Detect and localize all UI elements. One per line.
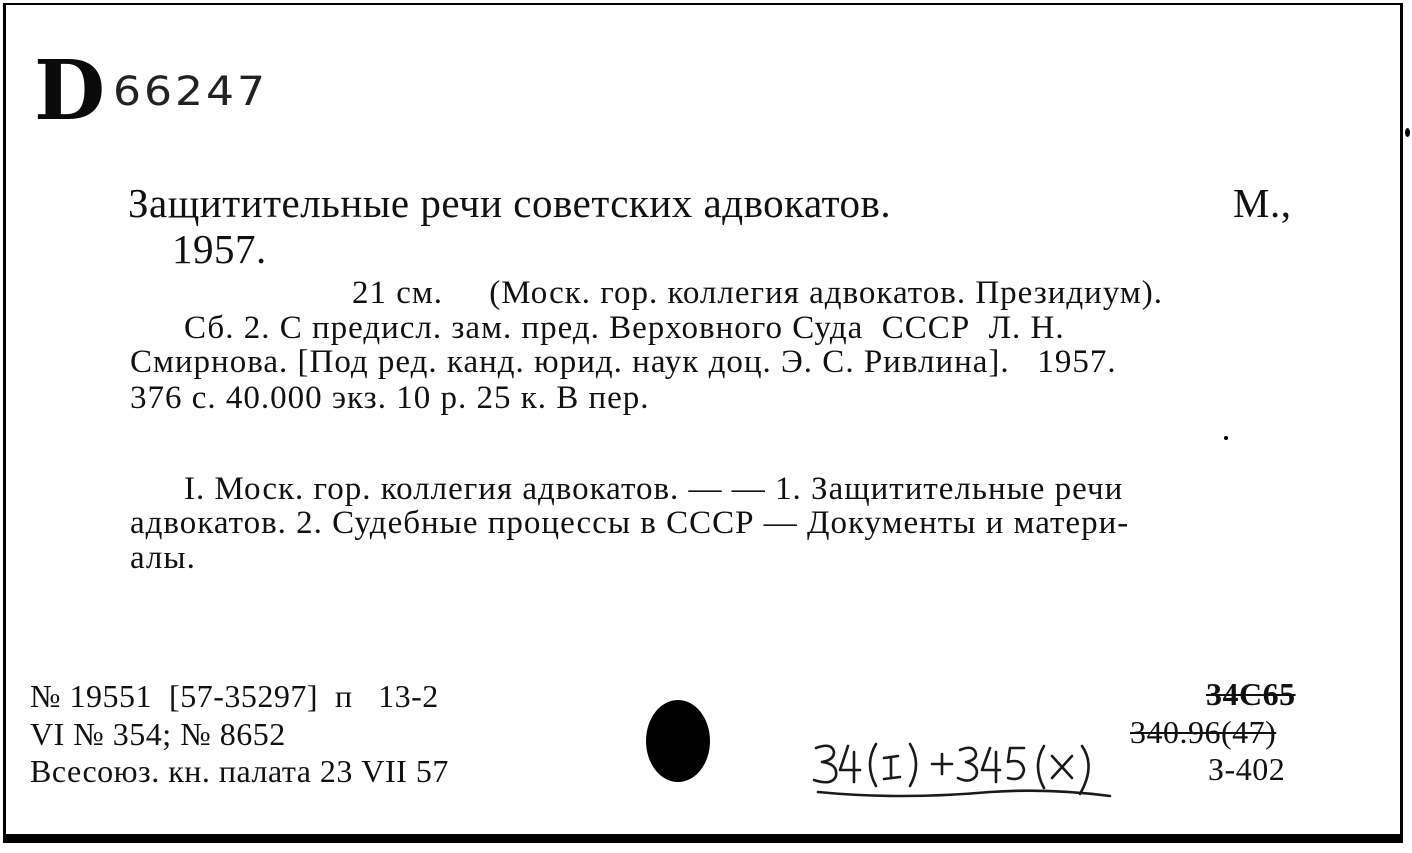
subject-heading-line: адвокатов. 2. Судебные процессы в СССР — Документы и матери-: [130, 505, 1130, 541]
entry-place: М.,: [1233, 180, 1292, 226]
entry-year: 1957.: [172, 226, 267, 272]
classification-index: З-402: [1208, 751, 1286, 787]
speck-mark: [1224, 436, 1228, 440]
classification-struck-old: 34С65: [1206, 676, 1296, 712]
classification-struck-udc: 340.96(47): [1130, 714, 1277, 750]
registration-number: № 19551 [57-35297] п 13-2: [30, 678, 439, 714]
registration-detail: VI № 354; № 8652: [30, 716, 286, 752]
speck-mark: [1405, 128, 1410, 137]
description-line: 21 см. (Моск. гор. коллегия адвокатов. Президиум).: [352, 275, 1164, 311]
entry-title: Защитительные речи советских адвокатов.: [128, 180, 892, 226]
description-line: Смирнова. [Под ред. канд. юрид. наук доц. Э. С. Ривлина]. 1957.: [130, 344, 1117, 380]
call-number-letter: D: [34, 43, 104, 139]
call-number-handwritten: 66247: [113, 68, 268, 116]
subject-heading-line: I. Моск. гор. коллегия адвокатов. — — 1. Защитительные речи: [184, 471, 1124, 507]
description-line: 376 с. 40.000 экз. 10 р. 25 к. В пер.: [130, 380, 650, 416]
subject-heading-line: алы.: [130, 540, 196, 576]
punch-hole: [646, 700, 710, 782]
chamber-imprint: Всесоюз. кн. палата 23 VII 57: [30, 753, 449, 789]
description-line: Сб. 2. С предисл. зам. пред. Верховного Суда СССР Л. Н.: [184, 310, 1065, 346]
handwritten-note: [810, 738, 1140, 804]
